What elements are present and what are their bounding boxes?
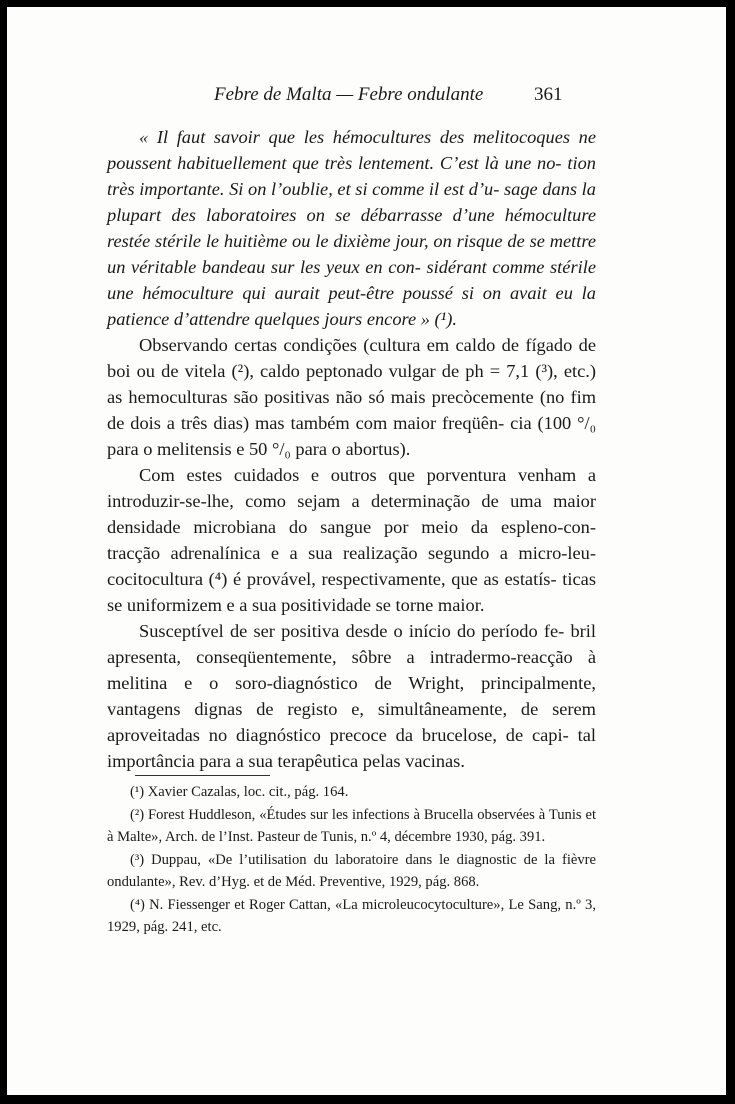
quote-line: poussé si on avait eu la patience d’attendre quelques jours — [107, 283, 596, 329]
text-line: cocitocultura (⁴) é provável, respectivamente, que as estatís- — [107, 569, 557, 589]
quote-line: hémoculture restée stérile le huitième ou le dixième jour, on — [107, 205, 596, 251]
footnotes — [107, 775, 596, 939]
text-line: Observando certas condições (cultura em caldo de fígado — [139, 335, 573, 355]
text-line: vantagens dignas de registo e, simultâneamente, de serem — [107, 699, 596, 719]
text-line: tracção adrenalínica e a sua realização segundo a micro-leu- — [107, 543, 596, 563]
text-line: Com estes cuidados e outros que porventura venham a — [139, 465, 596, 485]
main-text — [107, 124, 596, 774]
quote-line: tion très importante. Si on l’oublie, et si comme il est d’u- — [107, 153, 596, 199]
footnote-divider — [135, 775, 270, 776]
quote-line: sage dans la plupart des laboratoires on se débarrasse d’une — [107, 179, 596, 225]
running-title: Febre de Malta — Febre ondulante — [214, 84, 484, 105]
paragraph-susceptivel — [107, 618, 596, 774]
text-line: etc.) as hemoculturas são positivas não só mais precòcemente — [107, 361, 596, 407]
french-quotation — [107, 124, 596, 332]
text-line: cia (100 °/₀ para o melitensis e 50 °/₀ para o abortus). — [107, 413, 596, 459]
text-line: tal importância para a sua terapêutica pelas vacinas. — [107, 725, 596, 771]
running-header — [7, 84, 726, 110]
text-line: Susceptível de ser positiva desde o início do período fe- — [139, 621, 565, 641]
text-line: (no fim de dois a três dias) mas também com maior freqüên- — [107, 387, 596, 433]
text-line: aproveitadas no diagnóstico precoce da brucelose, de capi- — [107, 725, 569, 745]
text-line: ticas se uniformizem e a sua positividade se torne maior. — [107, 569, 596, 615]
footnote-3: (³) Duppau, «De l’utilisation du laboratoire dans le diagnostic de la fièvre ondulante», Rev. d’Hyg. et de Méd. Preventive, 1929, pág. 868. — [107, 851, 596, 890]
text-line: introduzir-se-lhe, como sejam a determinação de uma maior — [107, 491, 596, 511]
text-line: à melitina e o soro-diagnóstico de Wright, principalmente, — [107, 647, 596, 693]
paragraph-hemocultures — [107, 332, 596, 462]
text-line: de boi ou de vitela (²), caldo peptonado vulgar de ph = 7,1 (³), — [107, 335, 596, 381]
quote-line: risque de se mettre un véritable bandeau sur les yeux en con- — [107, 231, 597, 277]
quote-line: « Il faut savoir que les hémocultures des melitocoques ne — [139, 127, 596, 147]
footnote-2: (²) Forest Huddleson, «Études sur les infections à Brucella observées à Tunis et à Malte», Arch. de l’Inst. Pasteur de Tunis, n.º 4, décembre 1930, pág. 391. — [107, 806, 596, 845]
footnote-4: (⁴) N. Fiessenger et Roger Cattan, «La microleucocytoculture», Le Sang, n.º 3, 1929, pág. 241, etc. — [107, 896, 596, 935]
quote-line: poussent habituellement que très lentement. C’est là une no- — [107, 153, 562, 173]
text-line: densidade microbiana do sangue por meio da espleno-con- — [107, 517, 596, 537]
book-page — [7, 7, 726, 1095]
page-number: 361 — [534, 84, 563, 105]
text-line: bril apresenta, conseqüentemente, sôbre a intradermo-reacção — [107, 621, 596, 667]
quote-line: encore » (¹). — [366, 309, 457, 329]
paragraph-cuidados — [107, 462, 596, 618]
footnote-1: (¹) Xavier Cazalas, loc. cit., pág. 164. — [130, 784, 349, 800]
quote-line: sidérant comme stérile une hémoculture qui aurait peut-être — [107, 257, 596, 303]
